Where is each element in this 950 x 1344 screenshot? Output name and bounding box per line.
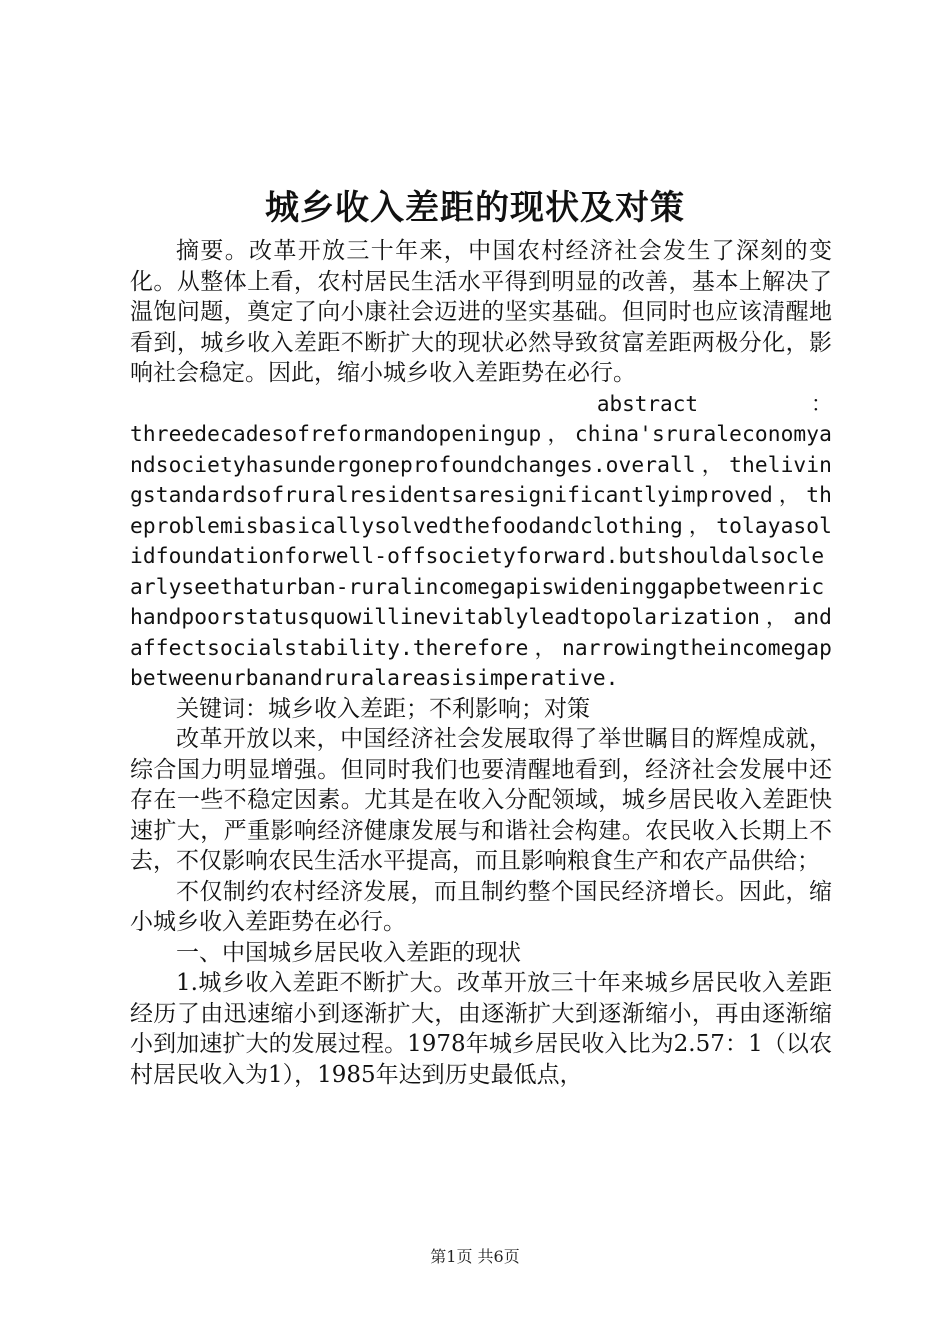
abstract-english-label: abstract <box>596 391 698 416</box>
abstract-english-colon: ： <box>811 391 832 416</box>
document-body <box>130 236 832 1090</box>
page-footer: 第1页 共6页 <box>430 1247 520 1266</box>
abstract-chinese: 摘要。改革开放三十年来，中国农村经济社会发生了深刻的变化。从整体上看，农村居民生活水平得到明显的改善，基本上解决了温饱问题，奠定了向小康社会迈进的坚实基础。但同时也应该清醒地看到，城乡收入差距不断扩大的现状必然导致贫富差距两极分化，影响社会稳定。因此，缩小城乡收入差距势在必行。 <box>130 238 832 386</box>
abstract-english: threedecadesofreformandopeningup，china'sruraleconomyandsocietyhasundergoneprofoundchanges.overall，thelivingstandardsofruralresidentsaresignificantlyimproved，theproblemisbasicallysolvedthefoodandclothing，tolayasolidfoundationforwell-offsocietyforward.butshouldalsoclearlyseethaturban-ruralincomegapiswideninggapbetweenrichandpoorstatusquowillinevitablyleadtopolarization，andaffectsocialstability.therefore，narrowingtheincomegapbetweenurbanandruralareasisimperative. <box>130 421 832 690</box>
document-title: 城乡收入差距的现状及对策 <box>265 188 685 228</box>
section-heading-1: 一、中国城乡居民收入差距的现状 <box>176 939 521 966</box>
abstract-english-heading <box>130 389 832 420</box>
keywords: 关键词：城乡收入差距；不利影响；对策 <box>176 695 590 722</box>
intro-paragraph: 改革开放以来，中国经济社会发展取得了举世瞩目的辉煌成就，综合国力明显增强。但同时我们也要清醒地看到，经济社会发展中还存在一些不稳定因素。尤其是在收入分配领域，城乡居民收入差距快速扩大，严重影响经济健康发展与和谐社会构建。农民收入长期上不去，不仅影响农民生活水平提高，而且影响粮食生产和农产品供给； <box>130 726 832 874</box>
intro-paragraph-continued: 不仅制约农村经济发展，而且制约整个国民经济增长。因此，缩小城乡收入差距势在必行。 <box>130 878 832 935</box>
point-1-paragraph: 1.城乡收入差距不断扩大。改革开放三十年来城乡居民收入差距经历了由迅速缩小到逐渐扩大，由逐渐扩大到逐渐缩小，再由逐渐缩小到加速扩大的发展过程。1978年城乡居民收入比为2.57：1（以农村居民收入为1），1985年达到历史最低点， <box>130 970 832 1088</box>
